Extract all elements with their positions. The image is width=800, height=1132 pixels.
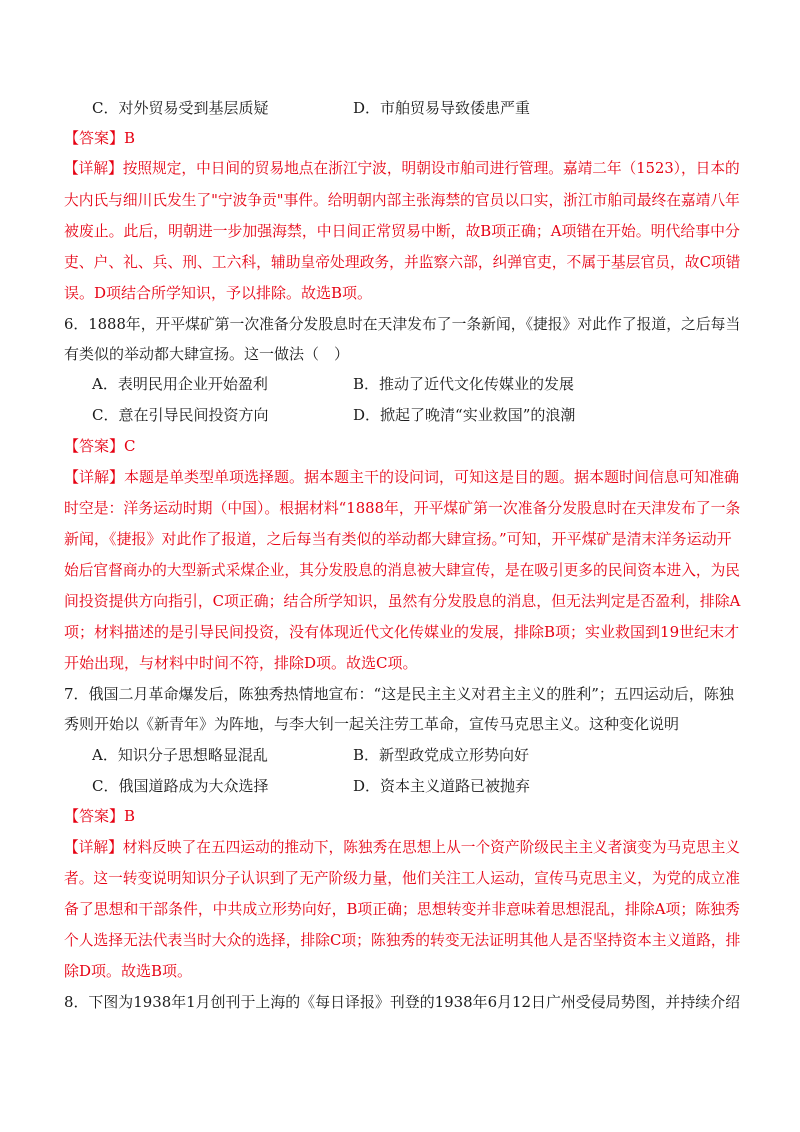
q6-detail-line: 【详解】本题是单类型单项选择题。据本题主干的设问词，可知这是目的题。据本题时间信息可知准确 [64,468,740,486]
q7-detail-line: 备了思想和干部条件，中共成立形势向好，B项正确；思想转变并非意味着思想混乱，排除A项；陈独秀 [64,900,740,918]
answer-label: 【答案】 [64,437,125,455]
answer-label: 【答案】 [64,129,125,147]
q5-detail-line: 大内氏与细川氏发生了"宁波争贡"事件。给明朝内部主张海禁的官员以口实，浙江市舶司最终在嘉靖八年 [64,191,740,209]
q7-detail-line: 者。这一转变说明知识分子认识到了无产阶级力量，他们关注工人运动，宣传马克思主义，为党的成立准 [64,869,741,887]
q6-detail-line: 项；材料描述的是引导民间投资，没有体现近代文化传媒业的发展，排除B项；实业救国到19世纪末才 [64,623,740,641]
q6-detail-line: 开始出现，与材料中时间不符，排除D项。故选C项。 [64,654,418,672]
q7-answer [64,806,135,826]
answer-label: 【答案】 [64,807,125,825]
answer-value: B [124,129,136,147]
q7-detail-line: 个人选择无法代表当时大众的选择，排除C项；陈独秀的转变无法证明其他人是否坚持资本主义道路，排 [64,931,741,949]
q6-option-b: B．推动了近代文化传媒业的发展 [353,375,575,393]
q7-stem-line: 秀则开始以《新青年》为阵地，与李大钊一起关注劳工革命，宣传马克思主义。这种变化说明 [64,715,680,733]
answer-value: B [124,807,136,825]
q5-detail-line: 被废止。此后，明朝进一步加强海禁，中日间正常贸易中断，故B项正确；A项错在开始。明代给事中分 [64,222,740,240]
q7-detail-line: 【详解】材料反映了在五四运动的推动下，陈独秀在思想上从一个资产阶级民主主义者演变为马克思主义 [64,838,741,856]
q6-detail-line: 时空是：洋务运动时期（中国）。根据材料“1888年，开平煤矿第一次准备分发股息时在天津发布了一条 [64,499,741,517]
q6-stem-line: 6．1888年，开平煤矿第一次准备分发股息时在天津发布了一条新闻，《捷报》对此作了报道，之后每当 [64,315,741,333]
q7-option-c: C．俄国道路成为大众选择 [92,777,269,795]
q6-option-a: A．表明民用企业开始盈利 [92,375,268,393]
q5-answer [64,128,135,148]
q6-stem-line: 有类似的举动都大肆宣扬。这一做法（ ） [64,345,350,363]
q7-option-b: B．新型政党成立形势向好 [353,746,530,764]
q6-detail-line: 间投资提供方向指引，C项正确；结合所学知识，虽然有分发股息的消息，但无法判定是否盈利，排除A [64,592,741,610]
q5-option-c: C．对外贸易受到基层质疑 [92,99,269,117]
q6-option-c: C．意在引导民间投资方向 [92,406,269,424]
q7-option-d: D．资本主义道路已被抛弃 [353,777,531,795]
q7-option-a: A．知识分子思想略显混乱 [92,746,268,764]
q5-option-d: D．市舶贸易导致倭患严重 [353,99,531,117]
q7-stem-line: 7．俄国二月革命爆发后，陈独秀热情地宣布：“这是民主主义对君主主义的胜利”；五四运动后，陈独 [64,685,734,703]
q6-answer [64,436,136,456]
q8-stem-line: 8．下图为1938年1月创刊于上海的《每日译报》刊登的1938年6月12日广州受侵局势图，并持续介绍 [64,993,741,1011]
q6-detail-line: 新闻，《捷报》对此作了报道，之后每当有类似的举动都大肆宣扬。”可知，开平煤矿是清末洋务运动开 [64,530,732,548]
answer-value: C [124,437,136,455]
q6-option-d: D．掀起了晚清“实业救国”的浪潮 [353,406,576,424]
q7-detail-line: 除D项。故选B项。 [64,962,193,980]
q5-detail-line: 吏、户、礼、兵、刑、工六科，辅助皇帝处理政务，并监察六部，纠弹官吏，不属于基层官员，故C项错 [64,253,741,271]
q6-detail-line: 始后官督商办的大型新式采煤企业，其分发股息的消息被大肆宣传，是在吸引更多的民间资本进入，为民 [64,561,741,579]
q5-detail-line: 【详解】按照规定，中日间的贸易地点在浙江宁波，明朝设市舶司进行管理。嘉靖二年（1523），日本的 [64,159,740,177]
q5-detail-line: 误。D项结合所学知识，予以排除。故选B项。 [64,284,373,302]
